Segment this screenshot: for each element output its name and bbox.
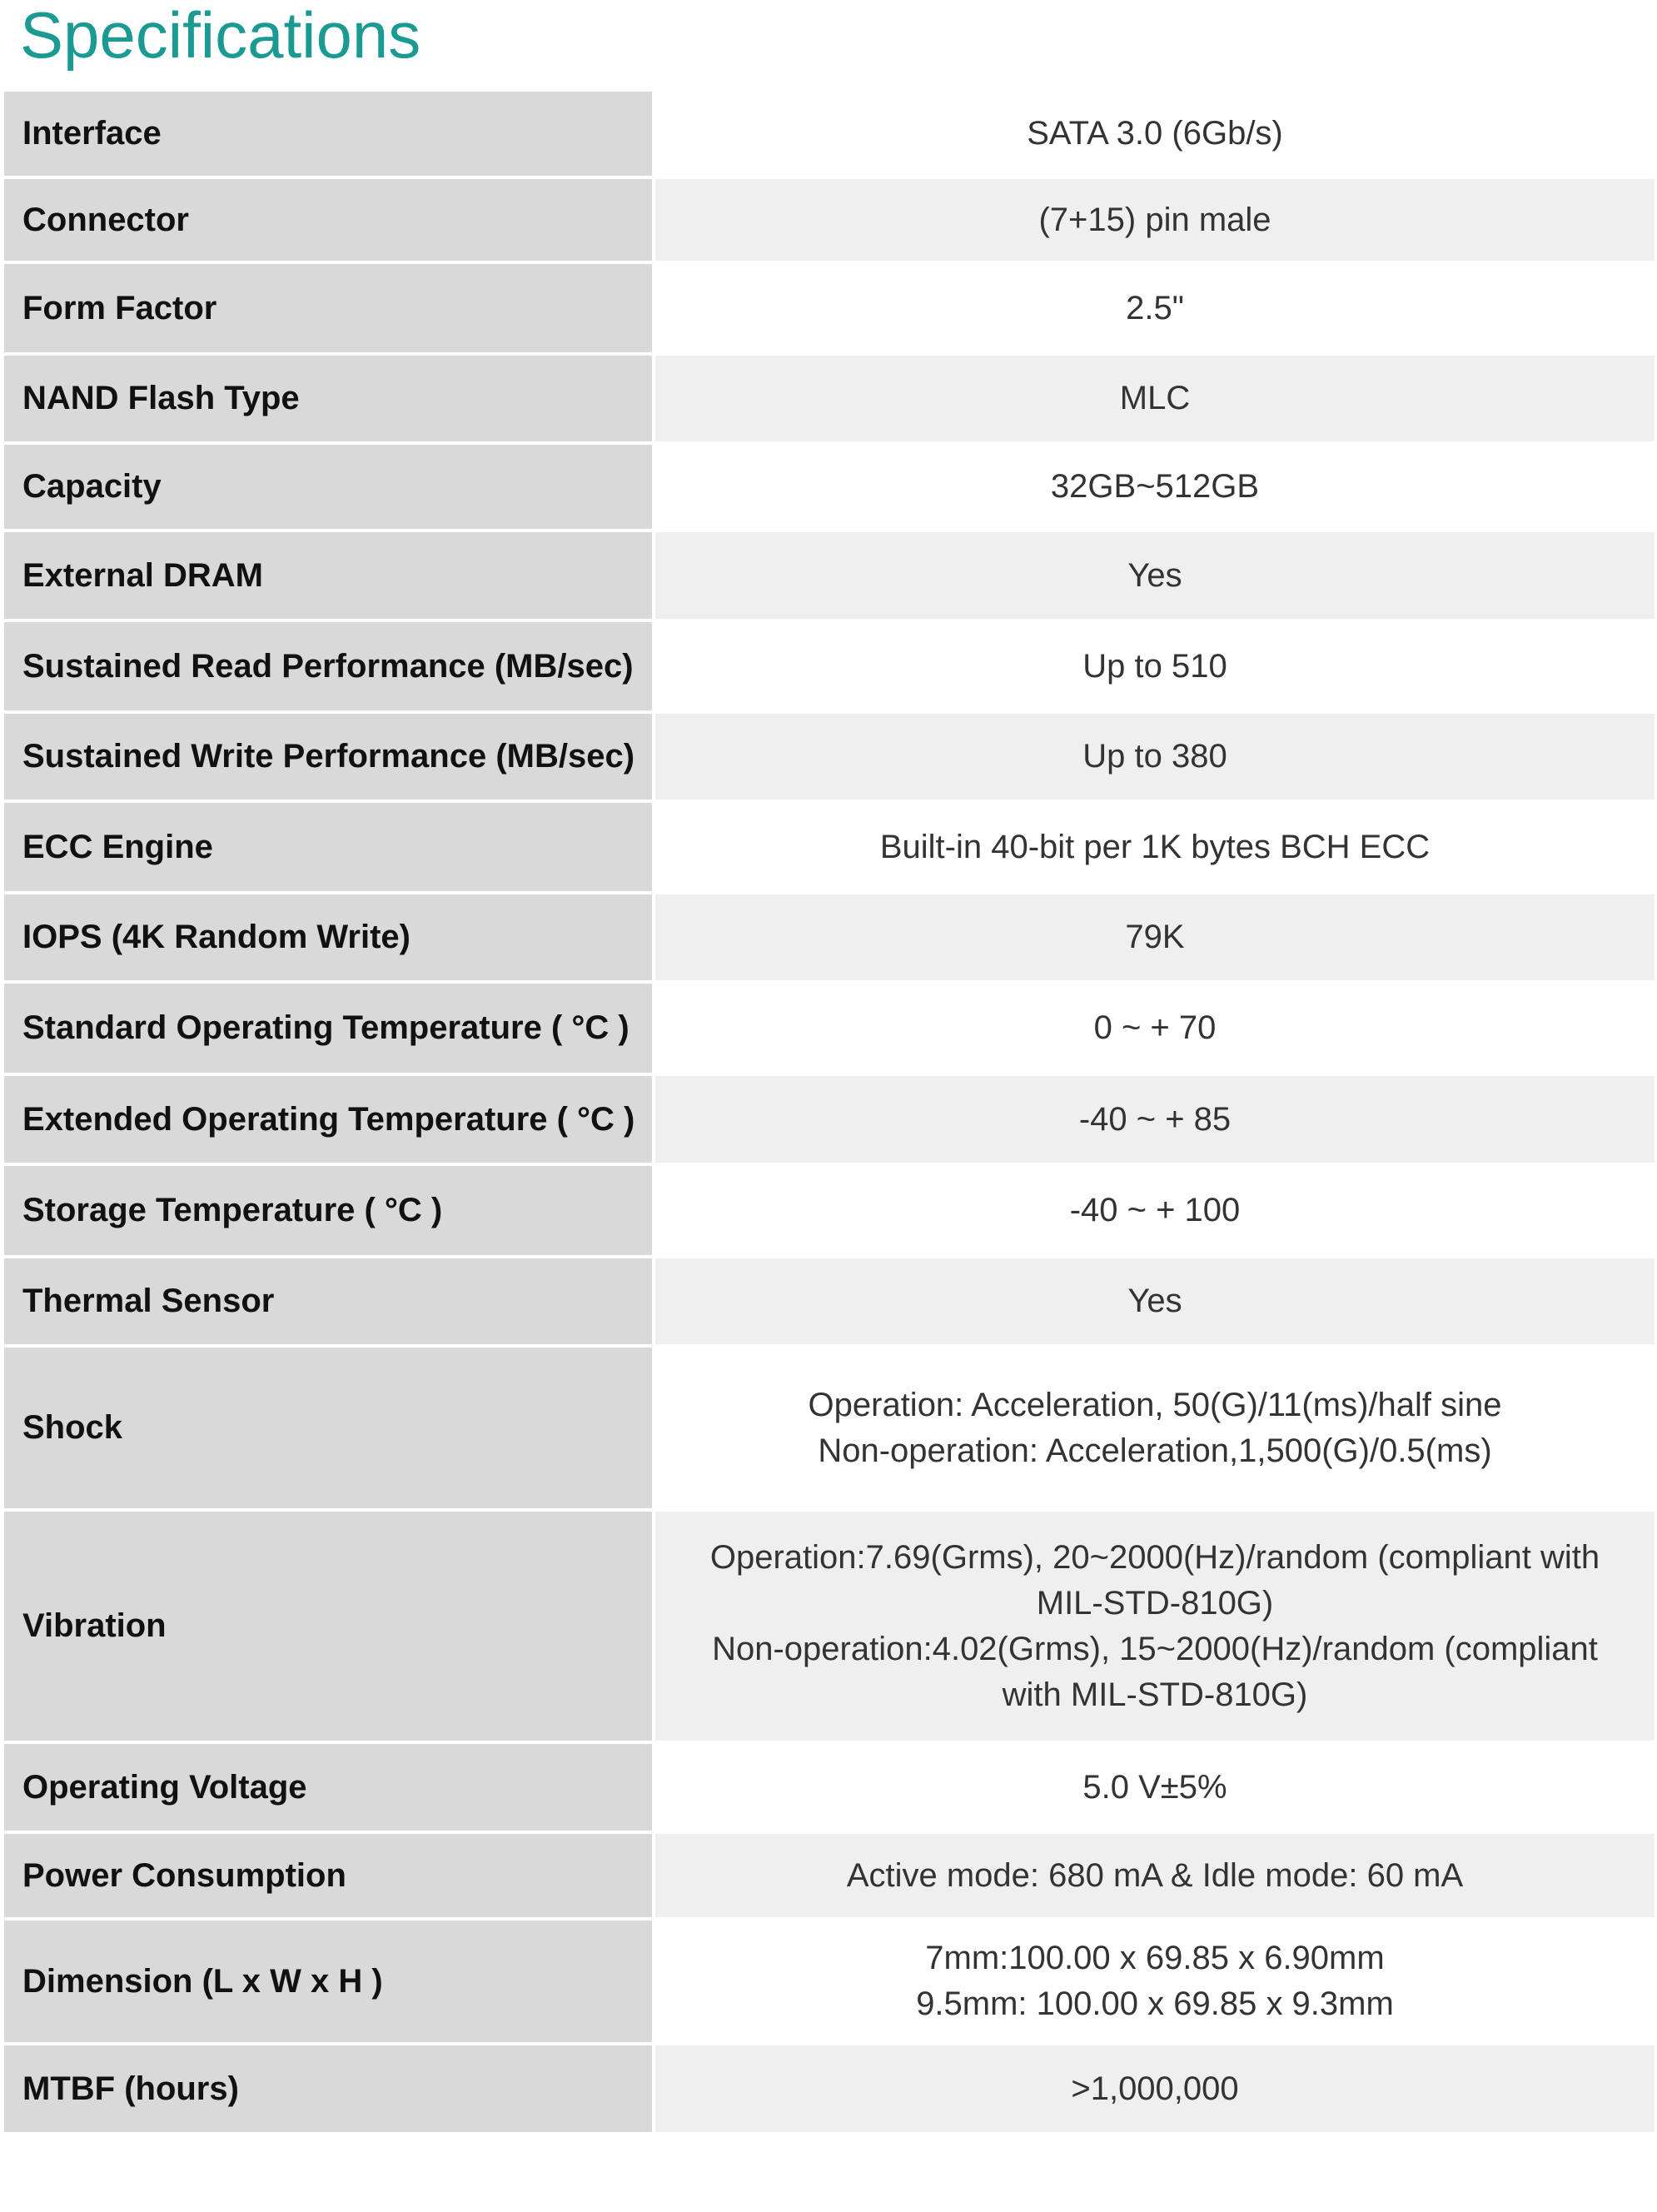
spec-value-line: MLC bbox=[1119, 380, 1191, 416]
spec-value-line: MIL-STD-810G) bbox=[1036, 1584, 1274, 1622]
spec-value-line: 79K bbox=[1125, 919, 1185, 955]
spec-row bbox=[4, 179, 1655, 261]
spec-value-line: Up to 380 bbox=[1082, 738, 1227, 775]
spec-value-line: (7+15) pin male bbox=[1038, 201, 1271, 238]
spec-row bbox=[4, 714, 1655, 800]
specifications-table bbox=[4, 88, 1655, 2135]
spec-label: Shock bbox=[4, 1348, 652, 1508]
spec-label: MTBF (hours) bbox=[4, 2045, 652, 2132]
spec-row bbox=[4, 2045, 1655, 2132]
spec-row bbox=[4, 445, 1655, 529]
spec-label: Operating Voltage bbox=[4, 1744, 652, 1831]
spec-label: External DRAM bbox=[4, 532, 652, 619]
spec-value-line: Built-in 40-bit per 1K bytes BCH ECC bbox=[879, 828, 1431, 865]
spec-label: Dimension (L x W x H ) bbox=[4, 1921, 652, 2042]
spec-value bbox=[655, 894, 1655, 980]
spec-label: Thermal Sensor bbox=[4, 1258, 652, 1344]
spec-value bbox=[655, 1258, 1655, 1344]
spec-value bbox=[655, 1076, 1655, 1163]
spec-row bbox=[4, 1744, 1655, 1831]
spec-value-line: Operation: Acceleration, 50(G)/11(ms)/half sine bbox=[808, 1386, 1502, 1423]
spec-label: Connector bbox=[4, 179, 652, 261]
spec-label: Capacity bbox=[4, 445, 652, 529]
spec-value bbox=[655, 1744, 1655, 1831]
spec-value bbox=[655, 445, 1655, 529]
spec-value bbox=[655, 92, 1655, 176]
spec-row bbox=[4, 803, 1655, 891]
spec-value bbox=[655, 622, 1655, 710]
spec-value-line: Yes bbox=[1127, 556, 1182, 594]
spec-value-line: -40 ~ + 85 bbox=[1078, 1100, 1232, 1138]
spec-value bbox=[655, 1348, 1655, 1508]
spec-label: Power Consumption bbox=[4, 1834, 652, 1917]
spec-label: Interface bbox=[4, 92, 652, 176]
spec-row bbox=[4, 356, 1655, 441]
spec-label: Sustained Write Performance (MB/sec) bbox=[4, 714, 652, 800]
spec-value-line: Operation:7.69(Grms), 20~2000(Hz)/random (compliant with bbox=[709, 1538, 1600, 1576]
spec-row bbox=[4, 1166, 1655, 1255]
spec-value-line: >1,000,000 bbox=[1071, 2070, 1239, 2107]
spec-label: IOPS (4K Random Write) bbox=[4, 894, 652, 980]
spec-value bbox=[655, 2045, 1655, 2132]
spec-label: Standard Operating Temperature ( °C ) bbox=[4, 984, 652, 1073]
spec-row bbox=[4, 1834, 1655, 1917]
spec-value-line: 32GB~512GB bbox=[1050, 468, 1260, 505]
spec-value-line: Active mode: 680 mA & Idle mode: 60 mA bbox=[846, 1856, 1464, 1894]
spec-value-line: SATA 3.0 (6Gb/s) bbox=[1027, 115, 1283, 152]
spec-value-line: 2.5" bbox=[1126, 289, 1184, 326]
spec-label: ECC Engine bbox=[4, 803, 652, 891]
spec-row bbox=[4, 92, 1655, 176]
spec-value bbox=[655, 1834, 1655, 1917]
spec-value bbox=[655, 714, 1655, 800]
spec-row bbox=[4, 1348, 1655, 1508]
spec-row bbox=[4, 622, 1655, 710]
spec-label: Form Factor bbox=[4, 264, 652, 352]
spec-value bbox=[655, 264, 1655, 352]
spec-label: Storage Temperature ( °C ) bbox=[4, 1166, 652, 1255]
spec-value-line: 5.0 V±5% bbox=[1082, 1768, 1227, 1806]
spec-row bbox=[4, 894, 1655, 980]
spec-label: NAND Flash Type bbox=[4, 356, 652, 441]
spec-value-line: 7mm:100.00 x 69.85 x 6.90mm bbox=[925, 1940, 1385, 1976]
spec-row bbox=[4, 264, 1655, 352]
spec-label: Vibration bbox=[4, 1512, 652, 1741]
spec-value-line: Up to 510 bbox=[1082, 647, 1227, 685]
spec-value bbox=[655, 1921, 1655, 2042]
specifications-table-body bbox=[4, 92, 1655, 2132]
spec-row bbox=[4, 1921, 1655, 2042]
spec-value bbox=[655, 1166, 1655, 1255]
spec-label: Sustained Read Performance (MB/sec) bbox=[4, 622, 652, 710]
spec-value-line: Non-operation:4.02(Grms), 15~2000(Hz)/random (compliant bbox=[712, 1630, 1598, 1667]
spec-value-line: 9.5mm: 100.00 x 69.85 x 9.3mm bbox=[916, 1985, 1394, 2022]
spec-row bbox=[4, 1076, 1655, 1163]
spec-value bbox=[655, 803, 1655, 891]
spec-row bbox=[4, 1258, 1655, 1344]
spec-value bbox=[655, 532, 1655, 619]
spec-value bbox=[655, 1512, 1655, 1741]
spec-value-line: Yes bbox=[1127, 1283, 1182, 1319]
spec-row bbox=[4, 532, 1655, 619]
spec-value-line: 0 ~ + 70 bbox=[1093, 1009, 1217, 1046]
spec-value-line: with MIL-STD-810G) bbox=[1002, 1676, 1308, 1713]
spec-label: Extended Operating Temperature ( °C ) bbox=[4, 1076, 652, 1163]
spec-value bbox=[655, 179, 1655, 261]
spec-value-line: Non-operation: Acceleration,1,500(G)/0.5(ms) bbox=[818, 1432, 1492, 1469]
spec-row bbox=[4, 984, 1655, 1073]
spec-row bbox=[4, 1512, 1655, 1741]
spec-value bbox=[655, 984, 1655, 1073]
spec-value-line: -40 ~ + 100 bbox=[1069, 1192, 1241, 1228]
page-title: Specifications bbox=[20, 0, 421, 72]
spec-value bbox=[655, 356, 1655, 441]
